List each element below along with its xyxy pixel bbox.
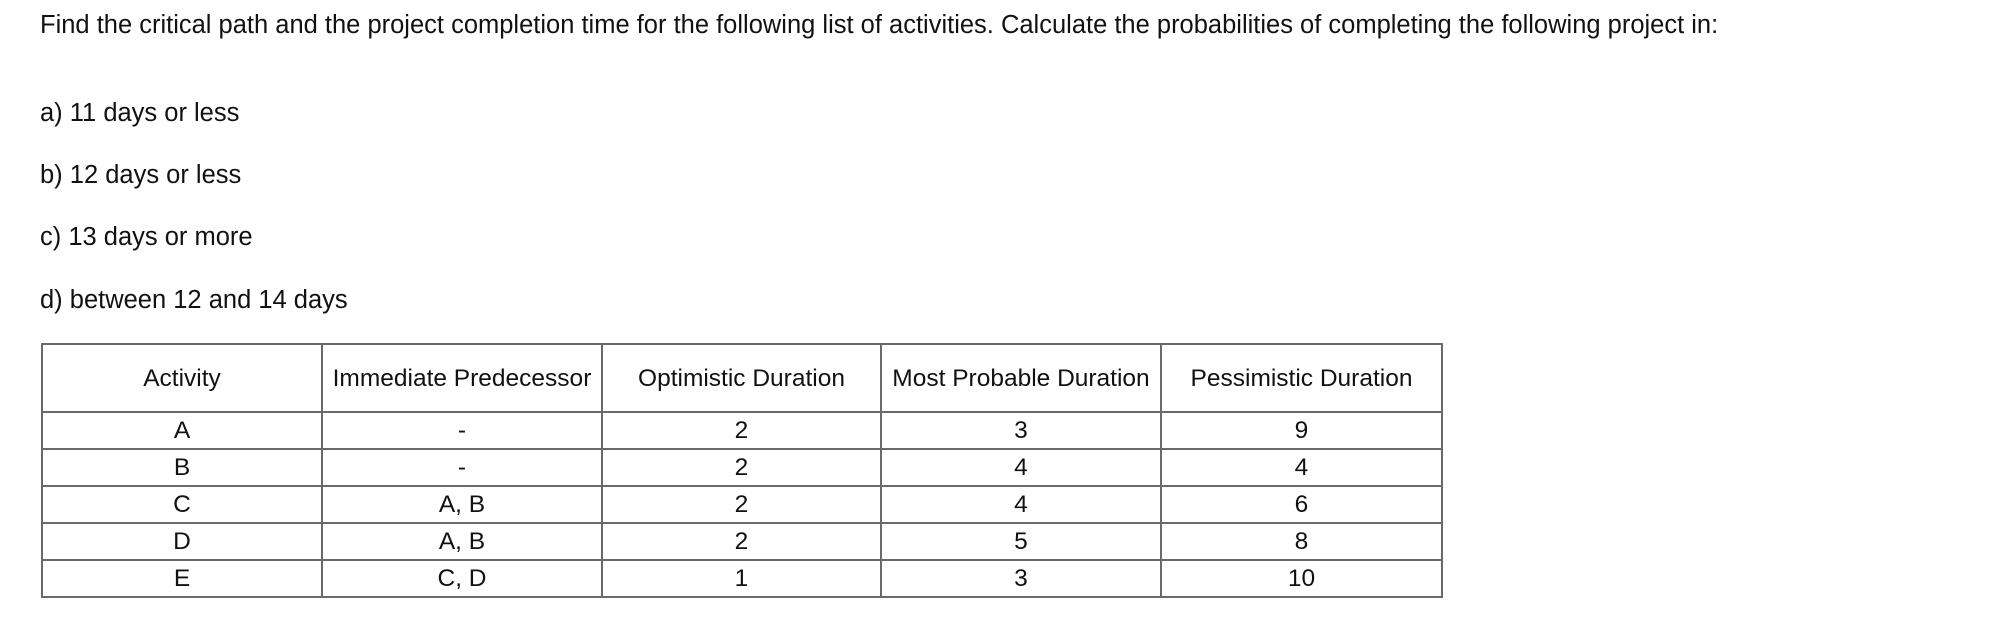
- cell-most-probable: 3: [881, 560, 1161, 597]
- table-row: [42, 486, 1442, 523]
- header-immediate-predecessor: Immediate Predecessor: [322, 344, 602, 412]
- cell-predecessor: A, B: [322, 523, 602, 560]
- table-row: [42, 523, 1442, 560]
- cell-activity: C: [42, 486, 322, 523]
- cell-most-probable: 3: [881, 412, 1161, 449]
- header-optimistic-duration: Optimistic Duration: [602, 344, 881, 412]
- header-most-probable-duration: Most Probable Duration: [881, 344, 1161, 412]
- cell-most-probable: 5: [881, 523, 1161, 560]
- option-c: c) 13 days or more: [40, 223, 253, 251]
- cell-optimistic: 2: [602, 523, 881, 560]
- cell-pessimistic: 10: [1161, 560, 1442, 597]
- cell-predecessor: -: [322, 412, 602, 449]
- table-row: [42, 449, 1442, 486]
- cell-predecessor: C, D: [322, 560, 602, 597]
- cell-activity: B: [42, 449, 322, 486]
- cell-pessimistic: 4: [1161, 449, 1442, 486]
- option-d: d) between 12 and 14 days: [40, 286, 348, 314]
- cell-activity: A: [42, 412, 322, 449]
- cell-optimistic: 2: [602, 486, 881, 523]
- cell-optimistic: 2: [602, 449, 881, 486]
- cell-optimistic: 2: [602, 412, 881, 449]
- activity-table: [41, 343, 1443, 598]
- cell-pessimistic: 9: [1161, 412, 1442, 449]
- cell-pessimistic: 6: [1161, 486, 1442, 523]
- header-pessimistic-duration: Pessimistic Duration: [1161, 344, 1442, 412]
- cell-optimistic: 1: [602, 560, 881, 597]
- option-b: b) 12 days or less: [40, 161, 242, 189]
- cell-predecessor: -: [322, 449, 602, 486]
- question-text: Find the critical path and the project completion time for the following list of activities. Calculate the probabilities of completing the following project in:: [40, 11, 1719, 39]
- cell-pessimistic: 8: [1161, 523, 1442, 560]
- cell-most-probable: 4: [881, 449, 1161, 486]
- header-activity: Activity: [42, 344, 322, 412]
- cell-most-probable: 4: [881, 486, 1161, 523]
- cell-activity: D: [42, 523, 322, 560]
- table-row: [42, 560, 1442, 597]
- table-row: [42, 412, 1442, 449]
- table-header-row: [42, 344, 1442, 412]
- cell-activity: E: [42, 560, 322, 597]
- option-a: a) 11 days or less: [40, 99, 240, 127]
- cell-predecessor: A, B: [322, 486, 602, 523]
